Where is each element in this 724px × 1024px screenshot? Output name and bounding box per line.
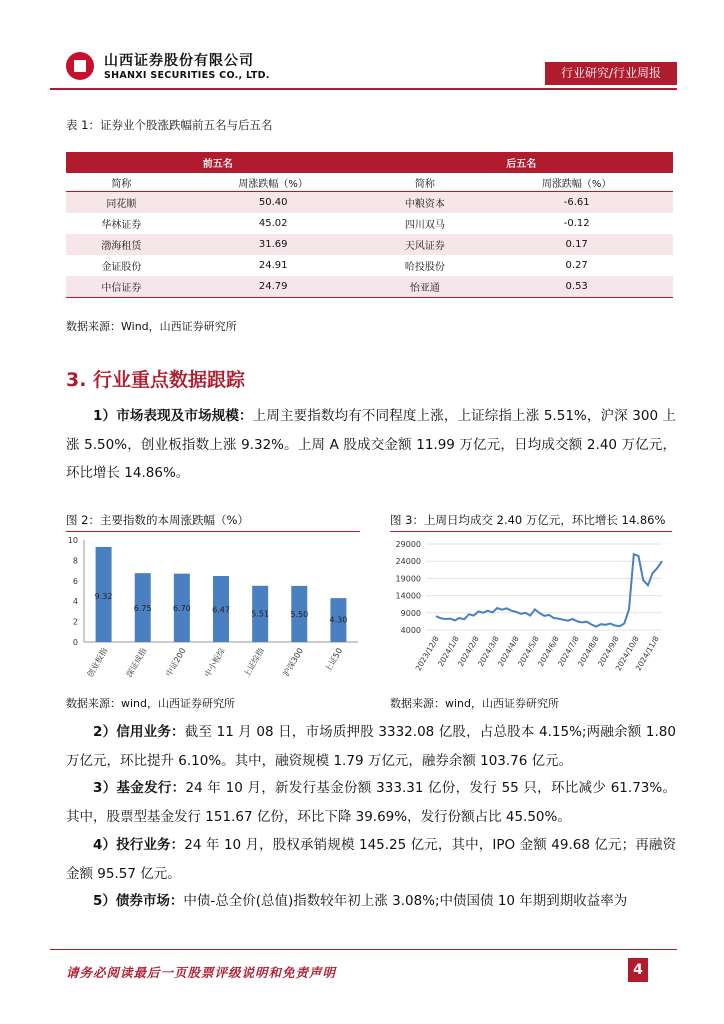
company-name-cn: 山西证券股份有限公司 bbox=[104, 53, 254, 69]
data-label: 9.32 bbox=[94, 592, 113, 602]
x-tick-label: 沪深300 bbox=[281, 646, 306, 679]
report-category-tag: 行业研究/行业周报 bbox=[545, 62, 677, 85]
paragraph-text: 24 年 10 月，新发行基金份额 333.31 亿份，发行 55 只，环比减少 61.73%。其中，股票型基金发行 151.67 亿份，环比下降 39.69%，发行份额占比 45.50%。 bbox=[66, 780, 676, 825]
y-tick-label: 14000 bbox=[395, 591, 421, 601]
footer-disclaimer: 请务必阅读最后一页股票评级说明和免责声明 bbox=[66, 965, 337, 980]
table-cell: -0.12 bbox=[480, 213, 673, 234]
x-tick-label: 2024/7/8 bbox=[556, 634, 581, 669]
table-cell: 45.02 bbox=[177, 213, 370, 234]
x-tick-label: 创业板指 bbox=[85, 646, 110, 679]
y-tick-label: 4 bbox=[72, 597, 78, 607]
column-header: 周涨跌幅（%） bbox=[177, 173, 370, 192]
y-tick-label: 24000 bbox=[395, 557, 421, 567]
table-cell: -6.61 bbox=[480, 192, 673, 214]
group-header-bottom: 后五名 bbox=[369, 152, 673, 173]
page-number: 4 bbox=[628, 958, 648, 982]
data-label: 5.51 bbox=[251, 609, 270, 619]
table-title: 表 1：证券业个股涨跌幅前五名与后五名 bbox=[66, 118, 273, 132]
x-tick-label: 2024/3/8 bbox=[476, 634, 501, 669]
x-tick-label: 2024/8/8 bbox=[576, 634, 601, 669]
figure-3-title: 图 3：上周日均成交 2.40 万亿元，环比增长 14.86% bbox=[390, 513, 666, 527]
y-tick-label: 6 bbox=[72, 576, 78, 586]
table-cell: 50.40 bbox=[177, 192, 370, 214]
section-title: 3. 行业重点数据跟踪 bbox=[66, 369, 246, 391]
x-tick-label: 2024/6/8 bbox=[536, 634, 561, 669]
figure-2-rule bbox=[66, 531, 360, 532]
x-tick-label: 2024/11/8 bbox=[633, 634, 661, 673]
x-tick-label: 2024/4/8 bbox=[496, 634, 521, 669]
data-label: 6.70 bbox=[172, 604, 191, 614]
data-label: 6.47 bbox=[212, 605, 230, 615]
y-tick-label: 0 bbox=[72, 638, 78, 647]
paragraph-label: 2）信用业务： bbox=[93, 724, 185, 740]
top-bottom-table bbox=[66, 152, 673, 298]
data-label: 4.30 bbox=[329, 615, 348, 625]
paragraph-market bbox=[66, 402, 676, 488]
company-logo-icon bbox=[66, 52, 94, 80]
x-tick-label: 2024/2/8 bbox=[456, 634, 481, 669]
group-header-top: 前五名 bbox=[66, 152, 369, 173]
paragraph-text: 截至 11 月 08 日，市场质押股 3332.08 亿股，占总股本 4.15%;两融余额 1.80 万亿元，环比提升 6.10%。其中，融资规模 1.79 万亿元，融券余额 103.76 亿元。 bbox=[66, 724, 676, 769]
figure-3-rule bbox=[390, 531, 672, 532]
y-tick-label: 19000 bbox=[395, 574, 421, 584]
table-cell: 24.91 bbox=[177, 255, 370, 276]
table-cell: 31.69 bbox=[177, 234, 370, 255]
x-tick-label: 2023/12/8 bbox=[413, 634, 441, 673]
paragraph-fund bbox=[66, 774, 676, 831]
paragraph-text: 上周主要指数均有不同程度上涨，上证综指上涨 5.51%，沪深 300 上涨 5.50%，创业板指数上涨 9.32%。上周 A 股成交金额 11.99 万亿元，日均成交额 2.40 万亿元，环比增长 14.86%。 bbox=[66, 408, 676, 481]
data-label: 6.75 bbox=[133, 604, 152, 614]
paragraph-label: 4）投行业务： bbox=[93, 837, 185, 853]
column-header: 简称 bbox=[66, 173, 177, 192]
table-cell: 天风证券 bbox=[369, 234, 480, 255]
x-tick-label: 深证成指 bbox=[124, 646, 149, 679]
paragraph-text: 中债-总全价(总值)指数较年初上涨 3.08%;中债国债 10 年期到期收益率为 bbox=[183, 893, 628, 909]
table-row bbox=[66, 192, 673, 214]
table-cell: 0.17 bbox=[480, 234, 673, 255]
table-row bbox=[66, 276, 673, 298]
x-tick-label: 上证综指 bbox=[242, 646, 266, 679]
y-tick-label: 2 bbox=[72, 617, 78, 627]
paragraph-ib bbox=[66, 831, 676, 888]
table-cell: 24.79 bbox=[177, 276, 370, 298]
y-tick-label: 10 bbox=[67, 536, 78, 545]
table-cell: 渤海租赁 bbox=[66, 234, 177, 255]
x-tick-label: 中证200 bbox=[164, 646, 188, 679]
company-name-en: SHANXI SECURITIES CO., LTD. bbox=[104, 70, 270, 81]
paragraph-text: 24 年 10 月，股权承销规模 145.25 亿元，其中，IPO 金额 49.68 亿元；再融资金额 95.57 亿元。 bbox=[66, 837, 676, 882]
column-header: 周涨跌幅（%） bbox=[480, 173, 673, 192]
figure-2-title: 图 2：主要指数的本周涨跌幅（%） bbox=[66, 513, 249, 527]
paragraph-credit bbox=[66, 718, 676, 775]
table-cell: 金证股份 bbox=[66, 255, 177, 276]
x-tick-label: 上证50 bbox=[323, 646, 345, 674]
header-divider bbox=[50, 88, 677, 90]
table-cell: 0.27 bbox=[480, 255, 673, 276]
table-cell: 华林证券 bbox=[66, 213, 177, 234]
table-cell: 哈投股份 bbox=[369, 255, 480, 276]
table-row bbox=[66, 255, 673, 276]
line-chart bbox=[378, 533, 674, 688]
data-label: 5.50 bbox=[290, 609, 309, 619]
table-cell: 同花顺 bbox=[66, 192, 177, 214]
table-cell: 怡亚通 bbox=[369, 276, 480, 298]
table-row bbox=[66, 213, 673, 234]
figure-2-source: 数据来源：wind，山西证券研究所 bbox=[66, 697, 236, 710]
table-cell: 四川双马 bbox=[369, 213, 480, 234]
column-header: 简称 bbox=[369, 173, 480, 192]
y-tick-label: 4000 bbox=[400, 626, 421, 635]
figure-3-source: 数据来源：wind，山西证券研究所 bbox=[390, 697, 560, 710]
x-tick-label: 2024/1/8 bbox=[436, 634, 461, 669]
x-tick-label: 2024/9/8 bbox=[596, 634, 621, 669]
x-tick-label: 中小板综 bbox=[202, 646, 227, 679]
footer-divider bbox=[50, 949, 677, 950]
paragraph-label: 5）债券市场： bbox=[93, 893, 184, 909]
table-cell: 中信证券 bbox=[66, 276, 177, 298]
paragraph-label: 1）市场表现及市场规模： bbox=[93, 408, 253, 424]
x-tick-label: 2024/10/8 bbox=[613, 634, 641, 673]
y-tick-label: 29000 bbox=[395, 540, 421, 549]
table-source: 数据来源：Wind，山西证券研究所 bbox=[66, 320, 237, 333]
y-tick-label: 9000 bbox=[400, 608, 421, 618]
x-tick-label: 2024/5/8 bbox=[516, 634, 541, 669]
paragraph-label: 3）基金发行： bbox=[93, 780, 186, 796]
table-cell: 0.53 bbox=[480, 276, 673, 298]
paragraph-bond bbox=[66, 887, 676, 916]
bar-chart bbox=[62, 533, 362, 688]
series-line bbox=[436, 554, 662, 626]
table-cell: 中粮资本 bbox=[369, 192, 480, 214]
table-row bbox=[66, 234, 673, 255]
y-tick-label: 8 bbox=[72, 556, 78, 566]
